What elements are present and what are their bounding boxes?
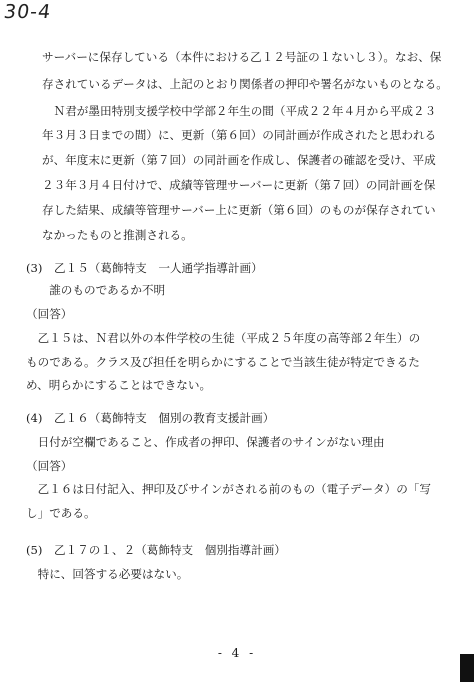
body-line: が、年度末に更新（第７回）の同計画を作成し、保護者の確認を受け、平成 bbox=[42, 153, 436, 167]
body-line: 乙１６は日付記入、押印及びサインがされる前のもの（電子データ）の「写 bbox=[26, 482, 431, 496]
body-line: 存されているデータは、上記のとおり関係者の押印や署名がないものとなる。 bbox=[42, 77, 448, 91]
section-heading-3: (3) 乙１５（葛飾特支 一人通学指導計画） bbox=[26, 261, 263, 275]
body-line: 存した結果、成績等管理サーバー上に更新（第６回）のものが保存されてい bbox=[42, 203, 436, 217]
section-heading-4: (4) 乙１６（葛飾特支 個別の教育支援計画） bbox=[26, 411, 275, 425]
body-line: 年３月３日までの間）に、更新（第６回）の同計画が作成されたと思われる bbox=[42, 128, 437, 142]
body-line: 日付が空欄であること、作成者の押印、保護者のサインがない理由 bbox=[26, 435, 385, 449]
page-number: - 4 - bbox=[217, 646, 257, 660]
body-line: し」である。 bbox=[26, 506, 96, 520]
scan-edge-mark bbox=[460, 654, 474, 682]
answer-label: （回答） bbox=[26, 459, 73, 473]
section-heading-5: (5) 乙１７の１、２（葛飾特支 個別指導計画） bbox=[26, 543, 286, 557]
answer-label: （回答） bbox=[26, 307, 73, 321]
body-line: ものである。クラス及び担任を明らかにすることで当該生徒が特定できるた bbox=[26, 355, 420, 369]
body-line: め、明らかにすることはできない。 bbox=[26, 378, 212, 392]
body-line: Ｎ君が墨田特別支援学校中学部２年生の間（平成２２年４月から平成２３ bbox=[42, 104, 437, 118]
body-line: ２３年３月４日付けで、成績等管理サーバーに更新（第７回）の同計画を保 bbox=[42, 178, 436, 192]
body-line: サーバーに保存している（本件における乙１２号証の１ないし３）。なお、保 bbox=[42, 50, 442, 64]
body-line: なかったものと推測される。 bbox=[42, 228, 193, 242]
body-line: 乙１５は、Ｎ君以外の本件学校の生徒（平成２５年度の高等部２年生）の bbox=[26, 331, 421, 345]
handwritten-page-label: 30-4 bbox=[2, 1, 53, 23]
body-line: 特に、回答する必要はない。 bbox=[26, 567, 189, 581]
body-line: 誰のものであるか不明 bbox=[26, 283, 166, 297]
